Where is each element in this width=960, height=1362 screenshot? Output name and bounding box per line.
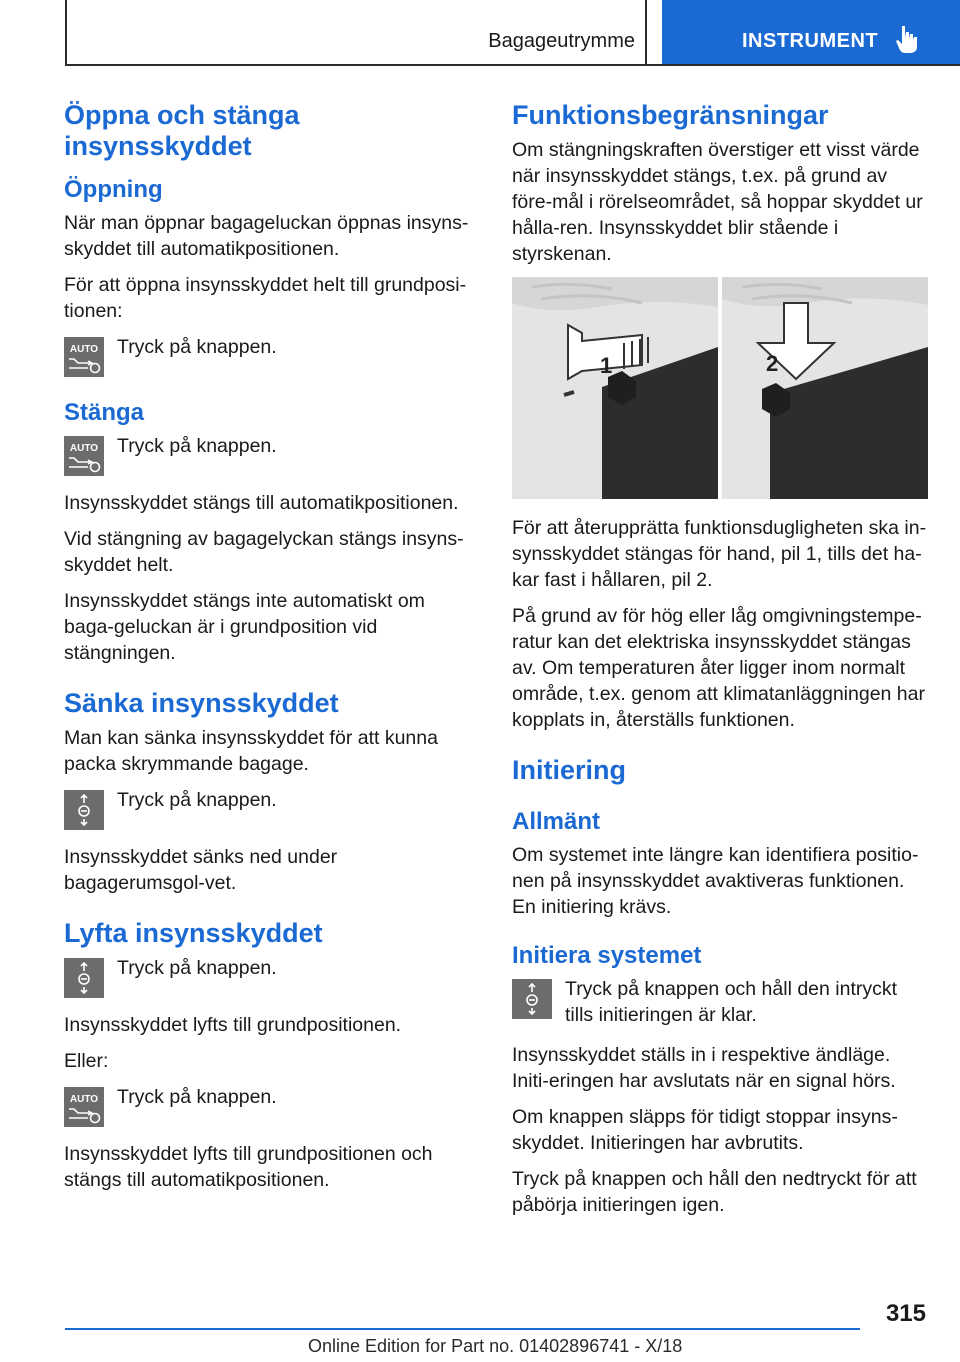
paragraph: Om stängningskraften överstiger ett visst värde när insynsskyddet stängs, t.ex. på grund av före-mål i rörelseområdet, så hoppar skyddet ur hålla-ren. Insynsskyddet blir stående i styrskenan.: [512, 139, 923, 265]
heading-close: Stänga: [64, 399, 145, 426]
step-press-auto: [64, 334, 476, 377]
paragraph: För att öppna insynsskyddet helt till grundposi-tionen:: [64, 274, 467, 322]
step-text: Tryck på knappen.: [117, 1086, 277, 1108]
right-column: [512, 100, 928, 1228]
hand-pointer-icon: [894, 24, 918, 54]
page-number: 315: [885, 1300, 926, 1327]
paragraph: När man öppnar bagageluckan öppnas insyns-skyddet till automatikpositionen.: [64, 212, 469, 260]
header-chapter-title: INSTRUMENT: [742, 30, 879, 52]
svg-text:AUTO: AUTO: [69, 443, 99, 454]
paragraph: Vid stängning av bagagelyckan stängs insyns-skyddet helt.: [64, 528, 464, 576]
illustration-panel-2: [722, 277, 928, 499]
paragraph: Man kan sänka insynsskyddet för att kunna packa skrymmande bagage.: [64, 727, 438, 775]
step-press-hold: [512, 976, 928, 1028]
footer-edition: Online Edition for Part no. 01402896741 - X/18: [308, 1336, 683, 1356]
step-text: Tryck på knappen.: [117, 435, 277, 457]
illustration-panel-1: [512, 277, 718, 499]
illustration-cover-holder: [512, 277, 928, 499]
header-section-title: Bagageutrymme: [488, 30, 635, 52]
paragraph: Eller:: [64, 1050, 109, 1072]
heading-open-close: Öppna och stänga insynsskyddet: [64, 100, 300, 161]
paragraph: Insynsskyddet ställs in i respektive ändläge. Initi-eringen har avslutats när en signal hörs.: [512, 1044, 896, 1092]
auto-button-icon: [64, 337, 104, 377]
step-press-updown: [64, 955, 476, 998]
heading-init: Initiering: [512, 755, 626, 785]
paragraph: För att återupprätta funktionsdugligheten ska in-synsskyddet stängas för hand, pil 1, tills det ha-kar fast i hållaren, pil 2.: [512, 517, 927, 591]
footer-rule: [65, 1328, 860, 1330]
svg-text:AUTO: AUTO: [69, 1094, 99, 1105]
paragraph: Insynsskyddet lyfts till grundpositionen.: [64, 1014, 402, 1036]
step-text: Tryck på knappen.: [117, 957, 277, 979]
paragraph: Om knappen släpps för tidigt stoppar insyns-skyddet. Initieringen har avbrutits.: [512, 1106, 898, 1154]
paragraph: På grund av för hög eller låg omgivningstempe-ratur kan det elektriska insynsskyddet stängas av. Om temperaturen åter ligger inom normalt område, t.ex. genom att klimatanläggningen har kopplats in, återställs funktionen.: [512, 605, 925, 731]
step-press-auto: [64, 1084, 476, 1127]
paragraph: Om systemet inte längre kan identifiera positio-nen på insynsskyddet avaktiveras funktionen. En initiering krävs.: [512, 844, 919, 918]
heading-lower: Sänka insynsskyddet: [64, 688, 339, 718]
paragraph: Insynsskyddet stängs till automatikpositionen.: [64, 492, 459, 514]
heading-limits: Funktionsbegränsningar: [512, 100, 829, 130]
step-text: Tryck på knappen.: [117, 336, 277, 358]
auto-button-icon: [64, 1087, 104, 1127]
heading-opening: Öppning: [64, 176, 163, 203]
header-chapter-tab[interactable]: [662, 0, 960, 64]
header-rule: [65, 64, 960, 66]
paragraph: Insynsskyddet lyfts till grundpositionen och stängs till automatikpositionen.: [64, 1143, 433, 1191]
heading-init-system: Initiera systemet: [512, 942, 702, 969]
paragraph: Insynsskyddet stängs inte automatiskt om baga-geluckan är i grundposition vid stängningen.: [64, 590, 425, 664]
up-down-button-icon: [64, 790, 104, 830]
auto-button-icon: [64, 436, 104, 476]
svg-text:AUTO: AUTO: [69, 344, 99, 355]
paragraph: Tryck på knappen och håll den nedtryckt för att påbörja initieringen igen.: [512, 1168, 917, 1216]
up-down-button-icon: [512, 979, 552, 1019]
step-text: Tryck på knappen.: [117, 789, 277, 811]
heading-general: Allmänt: [512, 808, 601, 835]
arrow-label-1: 1: [600, 353, 613, 378]
heading-raise: Lyfta insynsskyddet: [64, 918, 323, 948]
header-section-box: [65, 0, 647, 64]
step-press-updown: [64, 787, 476, 830]
step-text: Tryck på knappen och håll den intryckt tills initieringen är klar.: [565, 978, 898, 1026]
step-press-auto: [64, 433, 476, 476]
left-column: [64, 100, 476, 1203]
paragraph: Insynsskyddet sänks ned under bagagerumsgol-vet.: [64, 846, 338, 894]
up-down-button-icon: [64, 958, 104, 998]
arrow-label-2: 2: [766, 351, 779, 376]
